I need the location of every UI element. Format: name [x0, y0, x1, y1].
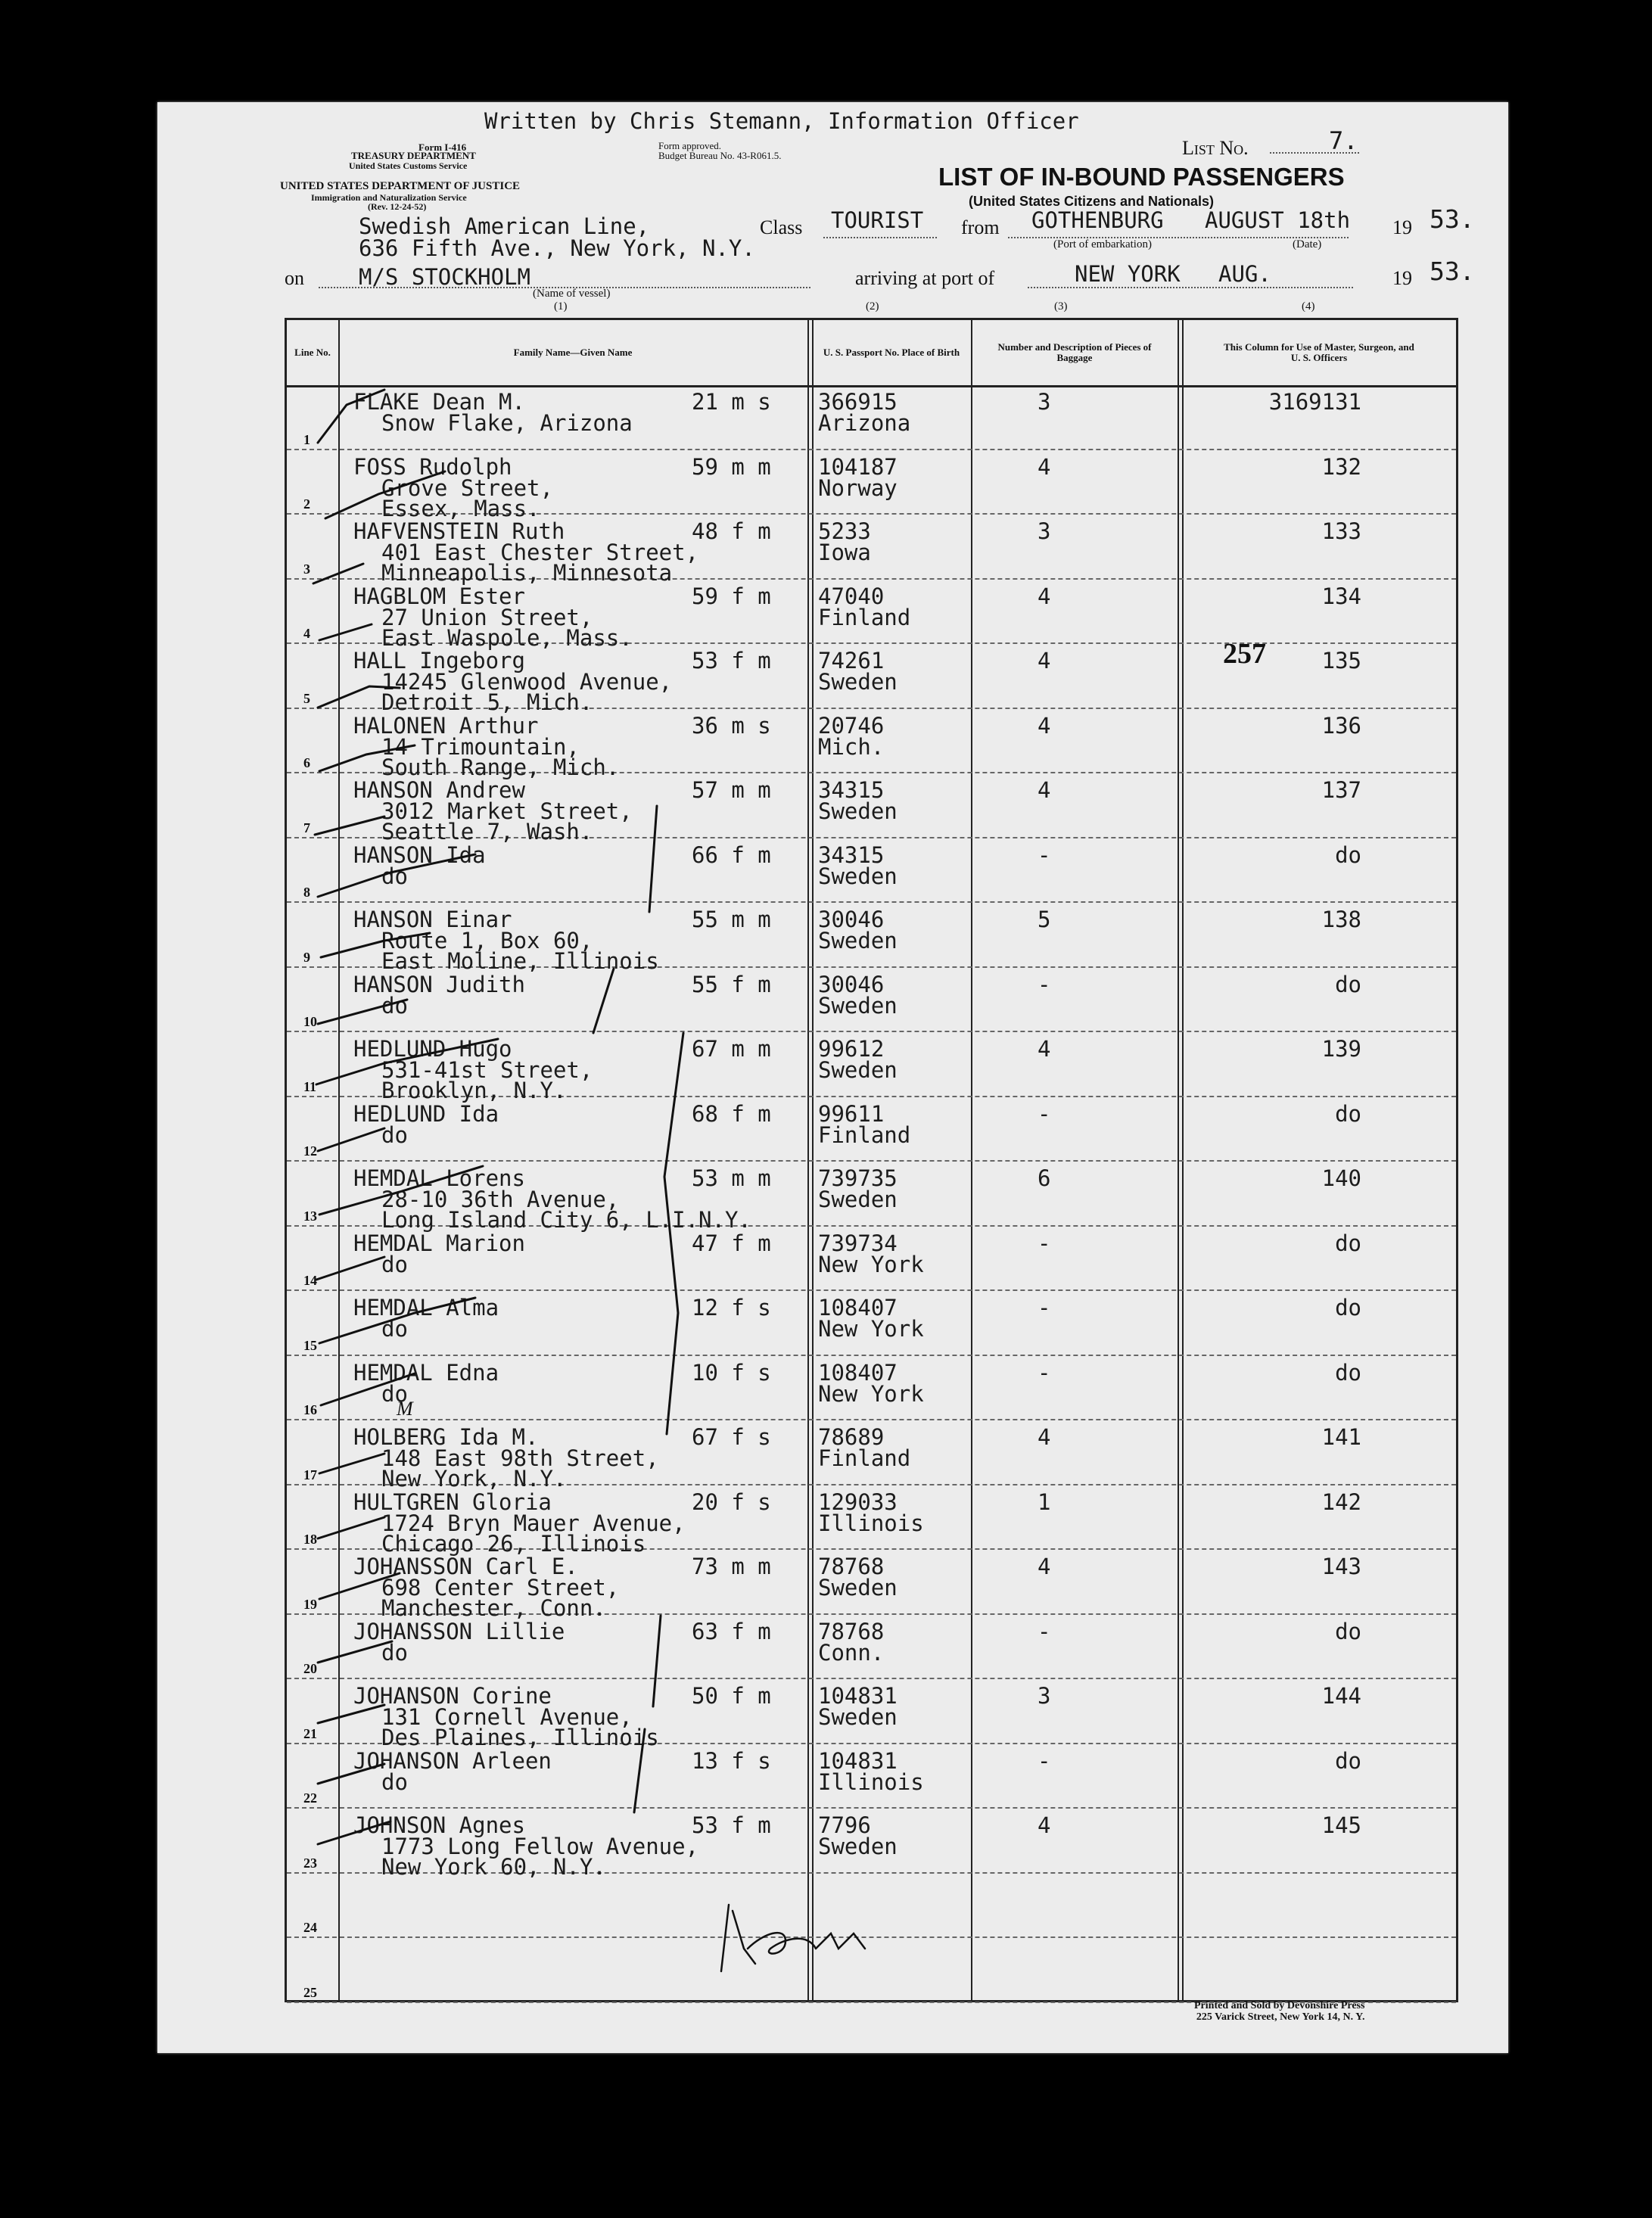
place-of-birth: New York: [818, 1316, 924, 1342]
age-sex-status: 59 m m: [692, 453, 771, 480]
place-of-birth: Sweden: [818, 1187, 898, 1212]
officer-column: 133: [1321, 518, 1361, 544]
address-line-1: 148 East 98th Street,: [381, 1445, 659, 1471]
place-of-birth: New York: [818, 1380, 924, 1407]
passport-number: 7796: [818, 1812, 871, 1838]
officer-column: 135: [1321, 648, 1361, 673]
place-of-birth: Sweden: [818, 992, 898, 1019]
passenger-name: HEDLUND Ida: [353, 1100, 499, 1127]
place-of-birth: Sweden: [818, 798, 898, 824]
passport-number: 739734: [818, 1230, 898, 1256]
ins-label: Immigration and Naturalization Service: [311, 192, 467, 203]
form-approved: Form approved.: [658, 140, 722, 151]
address-line-1: 1773 Long Fellow Avenue,: [381, 1834, 699, 1859]
passport-number: 74261: [818, 648, 885, 673]
handwritten-initial: M: [397, 1398, 413, 1420]
age-sex-status: 73 m m: [692, 1554, 771, 1579]
line-number: 8: [303, 885, 310, 900]
line-number: 22: [303, 1790, 317, 1806]
officer-column: do: [1335, 841, 1361, 868]
officer-column: do: [1335, 1618, 1361, 1644]
form-number: Form I-416: [418, 142, 467, 153]
line-number: 18: [303, 1532, 317, 1547]
officer-column: 144: [1321, 1683, 1361, 1709]
line-number: 6: [303, 755, 310, 770]
passenger-name: FLAKE Dean M.: [353, 389, 525, 415]
address-line-2: Des Plaines, Illinois: [381, 1725, 659, 1750]
address-line-1: do: [381, 1121, 408, 1148]
baggage-count: 3: [1038, 389, 1051, 415]
address-line-2: Essex, Mass.: [381, 495, 540, 521]
address-line-1: do: [381, 1380, 408, 1407]
age-sex-status: 67 m m: [692, 1036, 771, 1062]
place-of-birth: Sweden: [818, 1057, 898, 1083]
baggage-count: -: [1038, 1747, 1051, 1774]
officer-column: 134: [1321, 583, 1361, 609]
header-name: Family Name—Given Name: [513, 347, 633, 358]
passport-number: 47040: [818, 583, 885, 609]
arrival-month: AUG.: [1218, 261, 1271, 287]
arrival-port: NEW YORK: [1075, 261, 1181, 287]
printer-name: Printed and Sold by Devonshire Press: [1194, 2000, 1365, 2011]
baggage-count: -: [1038, 1100, 1051, 1127]
address-line-2: Manchester, Conn.: [381, 1595, 606, 1621]
typed-heading: Written by Chris Stemann, Information Officer: [484, 108, 1079, 134]
age-sex-status: 12 f s: [692, 1295, 771, 1321]
baggage-count: 4: [1038, 777, 1051, 803]
doj-label: UNITED STATES DEPARTMENT OF JUSTICE: [280, 180, 521, 192]
column-number: (1): [554, 300, 568, 313]
address-line-1: Snow Flake, Arizona: [381, 410, 633, 436]
officer-column: do: [1335, 971, 1361, 997]
baggage-count: -: [1038, 971, 1051, 997]
age-sex-status: 68 f m: [692, 1100, 771, 1127]
passport-number: 30046: [818, 971, 885, 997]
date-caption: (Date): [1293, 238, 1322, 250]
passport-number: 20746: [818, 712, 885, 739]
passenger-name: JOHANSSON Lillie: [353, 1618, 565, 1644]
age-sex-status: 36 m s: [692, 712, 771, 739]
place-of-birth: Conn.: [818, 1639, 885, 1666]
line-number: 9: [303, 949, 310, 965]
passport-number: 99611: [818, 1100, 885, 1127]
passport-number: 129033: [818, 1489, 898, 1515]
address-line-1: 1724 Bryn Mauer Avenue,: [381, 1510, 686, 1536]
line-number: 15: [303, 1337, 317, 1353]
officer-column: 132: [1321, 453, 1361, 480]
address-line-1: do: [381, 1316, 408, 1342]
address-line-2: South Range, Mich.: [381, 754, 620, 780]
baggage-count: -: [1038, 841, 1051, 868]
line-number: 12: [303, 1143, 317, 1159]
officer-column: do: [1335, 1747, 1361, 1774]
line-number: 5: [303, 690, 310, 706]
line-number: 13: [303, 1208, 317, 1224]
age-sex-status: 20 f s: [692, 1489, 771, 1515]
baggage-count: 4: [1038, 648, 1051, 673]
line-number: 14: [303, 1273, 317, 1288]
officer-column: 136: [1321, 712, 1361, 739]
address-line-2: East Waspole, Mass.: [381, 624, 633, 651]
officer-column: 141: [1321, 1424, 1361, 1450]
passenger-name: HAGBLOM Ester: [353, 583, 525, 609]
baggage-count: 4: [1038, 712, 1051, 739]
officer-column: 139: [1321, 1036, 1361, 1062]
place-of-birth: New York: [818, 1251, 924, 1277]
date-value: AUGUST 18th: [1205, 207, 1351, 233]
class-value: TOURIST: [831, 207, 924, 233]
address-line-1: 3012 Market Street,: [381, 798, 633, 824]
on-label: on: [285, 267, 304, 289]
age-sex-status: 53 f m: [692, 1812, 771, 1838]
address-line-1: Route 1, Box 60,: [381, 928, 593, 953]
baggage-count: 3: [1038, 1683, 1051, 1709]
baggage-count: 4: [1038, 453, 1051, 480]
officer-column: do: [1335, 1359, 1361, 1386]
list-no-label: List No.: [1182, 137, 1249, 159]
place-of-birth: Iowa: [818, 540, 871, 565]
officer-column: 137: [1321, 777, 1361, 803]
passport-number: 30046: [818, 907, 885, 932]
baggage-count: -: [1038, 1230, 1051, 1256]
baggage-count: -: [1038, 1618, 1051, 1644]
line-number: 25: [303, 1984, 317, 2000]
age-sex-status: 66 f m: [692, 841, 771, 868]
baggage-count: 4: [1038, 1812, 1051, 1838]
place-of-birth: Finland: [818, 604, 911, 630]
place-of-birth: Sweden: [818, 669, 898, 695]
printer-address: 225 Varick Street, New York 14, N. Y.: [1196, 2011, 1365, 2023]
passenger-name: HAFVENSTEIN Ruth: [353, 518, 565, 544]
passport-number: 108407: [818, 1295, 898, 1321]
passenger-name: HEMDAL Alma: [353, 1295, 499, 1321]
line-number: 17: [303, 1467, 317, 1482]
passenger-name: HULTGREN Gloria: [353, 1489, 552, 1515]
line-company: Swedish American Line,: [359, 213, 650, 239]
place-of-birth: Illinois: [818, 1768, 924, 1795]
arriving-label: arriving at port of: [855, 267, 995, 289]
baggage-count: 4: [1038, 1424, 1051, 1450]
header-officers: This Column for Use of Master, Surgeon, and U. S. Officers: [1224, 341, 1414, 363]
address-line-2: Brooklyn, N.Y.: [381, 1078, 567, 1103]
passport-number: 99612: [818, 1036, 885, 1062]
page-title: LIST OF IN-BOUND PASSENGERS: [938, 163, 1345, 191]
age-sex-status: 57 m m: [692, 777, 771, 803]
line-number: 3: [303, 561, 310, 577]
passport-number: 366915: [818, 389, 898, 415]
header-passport: U. S. Passport No. Place of Birth: [823, 347, 960, 358]
address-line-1: do: [381, 1251, 408, 1277]
age-sex-status: 13 f s: [692, 1747, 771, 1774]
officer-column: 138: [1321, 907, 1361, 932]
baggage-count: 4: [1038, 1554, 1051, 1579]
place-of-birth: Sweden: [818, 1575, 898, 1601]
officer-column: 142: [1321, 1489, 1361, 1515]
column-number: (2): [866, 300, 879, 313]
passenger-name: HEDLUND Hugo: [353, 1036, 512, 1062]
line-number: 11: [303, 1078, 317, 1094]
age-sex-status: 10 f s: [692, 1359, 771, 1386]
passport-number: 5233: [818, 518, 871, 544]
address-line-2: Seattle 7, Wash.: [381, 819, 593, 845]
vessel-name: M/S STOCKHOLM: [359, 264, 530, 290]
baggage-count: 5: [1038, 907, 1051, 932]
age-sex-status: 55 m m: [692, 907, 771, 932]
age-sex-status: 50 f m: [692, 1683, 771, 1709]
officer-column: 145: [1321, 1812, 1361, 1838]
address-line-1: 14245 Glenwood Avenue,: [381, 669, 673, 695]
printer-footer: [1194, 2000, 1364, 2023]
passport-number: 104831: [818, 1747, 898, 1774]
passenger-name: HOLBERG Ida M.: [353, 1424, 539, 1450]
line-number: 7: [303, 820, 310, 835]
place-of-birth: Sweden: [818, 863, 898, 889]
address-line-1: 27 Union Street,: [381, 604, 593, 630]
baggage-count: 6: [1038, 1165, 1051, 1191]
address-line-2: Chicago 26, Illinois: [381, 1530, 646, 1557]
officer-column: do: [1335, 1230, 1361, 1256]
passport-number: 34315: [818, 777, 885, 803]
year-prefix: 19: [1392, 216, 1412, 238]
customs-label: United States Customs Service: [349, 160, 468, 171]
arrival-year: 53.: [1430, 257, 1475, 286]
place-of-birth: Finland: [818, 1121, 911, 1148]
passport-number: 104187: [818, 453, 898, 480]
address-line-2: Detroit 5, Mich.: [381, 689, 593, 715]
address-line-1: 131 Cornell Avenue,: [381, 1704, 633, 1730]
passport-number: 739735: [818, 1165, 898, 1191]
place-of-birth: Arizona: [818, 410, 911, 436]
address-line-1: do: [381, 863, 408, 889]
age-sex-status: 48 f m: [692, 518, 771, 544]
age-sex-status: 47 f m: [692, 1230, 771, 1256]
line-number: 1: [303, 431, 310, 447]
age-sex-status: 53 m m: [692, 1165, 771, 1191]
passenger-name: FOSS Rudolph: [353, 453, 512, 480]
officer-column: do: [1335, 1295, 1361, 1321]
line-number: 23: [303, 1855, 317, 1871]
treasury-label: TREASURY DEPARTMENT: [351, 150, 476, 161]
passport-number: 78768: [818, 1618, 885, 1644]
line-number: 4: [303, 626, 310, 641]
address-line-1: do: [381, 1639, 408, 1666]
from-value: GOTHENBURG: [1031, 207, 1164, 233]
line-number: 20: [303, 1661, 317, 1676]
check-mark: [318, 390, 384, 443]
address-line-1: do: [381, 1768, 408, 1795]
passenger-name: HANSON Einar: [353, 907, 512, 932]
passenger-name: HALL Ingeborg: [353, 648, 525, 673]
address-line-1: Grove Street,: [381, 474, 553, 501]
place-of-birth: Finland: [818, 1445, 911, 1471]
line-address: 636 Fifth Ave., New York, N.Y.: [359, 235, 755, 261]
place-of-birth: Sweden: [818, 1704, 898, 1730]
passenger-name: HEMDAL Lorens: [353, 1165, 525, 1191]
officer-column: 3169131: [1268, 389, 1361, 415]
officer-column: 140: [1321, 1165, 1361, 1191]
passport-number: 104831: [818, 1683, 898, 1709]
passenger-name: HEMDAL Marion: [353, 1230, 525, 1256]
passenger-name: JOHANSON Corine: [353, 1683, 552, 1709]
age-sex-status: 59 f m: [692, 583, 771, 609]
line-number: 2: [303, 496, 310, 512]
officer-column: do: [1335, 1100, 1361, 1127]
passport-number: 78689: [818, 1424, 885, 1450]
port-caption: (Port of embarkation): [1053, 238, 1152, 250]
address-line-2: Minneapolis, Minnesota: [381, 560, 673, 586]
age-sex-status: 67 f s: [692, 1424, 771, 1450]
baggage-count: 4: [1038, 1036, 1051, 1062]
line-number: 16: [303, 1402, 317, 1417]
age-sex-status: 21 m s: [692, 389, 771, 415]
line-number: 24: [303, 1920, 317, 1935]
from-label: from: [961, 216, 1000, 238]
baggage-count: -: [1038, 1359, 1051, 1386]
address-line-2: New York 60, N.Y.: [381, 1854, 606, 1880]
passenger-name: HALONEN Arthur: [353, 712, 539, 739]
baggage-count: -: [1038, 1295, 1051, 1321]
vessel-caption: (Name of vessel): [533, 288, 611, 300]
passenger-name: HEMDAL Edna: [353, 1359, 499, 1386]
address-line-1: 28-10 36th Avenue,: [381, 1187, 620, 1212]
address-line-1: 698 Center Street,: [381, 1575, 620, 1601]
arrival-year-prefix: 19: [1392, 267, 1412, 289]
passenger-name: JOHANSSON Carl E.: [353, 1554, 578, 1579]
address-line-1: 531-41st Street,: [381, 1057, 593, 1083]
officer-column: 143: [1321, 1554, 1361, 1579]
address-line-2: Long Island City 6, L.I.N.Y.: [381, 1207, 751, 1233]
address-line-2: New York, N.Y.: [381, 1466, 567, 1492]
age-sex-status: 55 f m: [692, 971, 771, 997]
place-of-birth: Sweden: [818, 1834, 898, 1859]
line-number: 21: [303, 1725, 317, 1741]
passenger-name: JOHANSON Arleen: [353, 1747, 552, 1774]
address-line-1: 14 Trimountain,: [381, 733, 580, 760]
place-of-birth: Norway: [818, 474, 898, 501]
page-subtitle: (United States Citizens and Nationals): [969, 194, 1215, 209]
baggage-count: 4: [1038, 583, 1051, 609]
passenger-name: HANSON Ida: [353, 841, 486, 868]
age-sex-status: 53 f m: [692, 648, 771, 673]
place-of-birth: Sweden: [818, 928, 898, 953]
header-baggage: Number and Description of Pieces of Baggage: [997, 341, 1152, 363]
rev-label: (Rev. 12-24-52): [368, 201, 427, 212]
manifest-page: [157, 102, 1508, 2053]
line-number: 10: [303, 1014, 317, 1029]
place-of-birth: Illinois: [818, 1510, 924, 1536]
passenger-name: HANSON Andrew: [353, 777, 525, 803]
passenger-name: HANSON Judith: [353, 971, 525, 997]
passport-number: 108407: [818, 1359, 898, 1386]
list-no-value: 7.: [1329, 126, 1358, 155]
baggage-count: 1: [1038, 1489, 1051, 1515]
line-number: 19: [303, 1596, 317, 1612]
place-of-birth: Mich.: [818, 733, 885, 760]
year-value: 53.: [1430, 204, 1475, 234]
column-number: (3): [1054, 300, 1068, 313]
baggage-count: 3: [1038, 518, 1051, 544]
passport-number: 34315: [818, 841, 885, 868]
age-sex-status: 63 f m: [692, 1618, 771, 1644]
header-line-no: Line No.: [294, 347, 331, 358]
passenger-name: JOHNSON Agnes: [353, 1812, 525, 1838]
class-label: Class: [760, 216, 803, 238]
passport-number: 78768: [818, 1554, 885, 1579]
column-number: (4): [1302, 300, 1315, 313]
budget-bureau: Budget Bureau No. 43-R061.5.: [658, 150, 782, 161]
address-line-1: do: [381, 992, 408, 1019]
handwritten-marks: [157, 102, 1508, 2053]
address-line-1: 401 East Chester Street,: [381, 540, 699, 565]
address-line-2: East Moline, Illinois: [381, 948, 659, 974]
stamp-number: 257: [1223, 638, 1266, 670]
